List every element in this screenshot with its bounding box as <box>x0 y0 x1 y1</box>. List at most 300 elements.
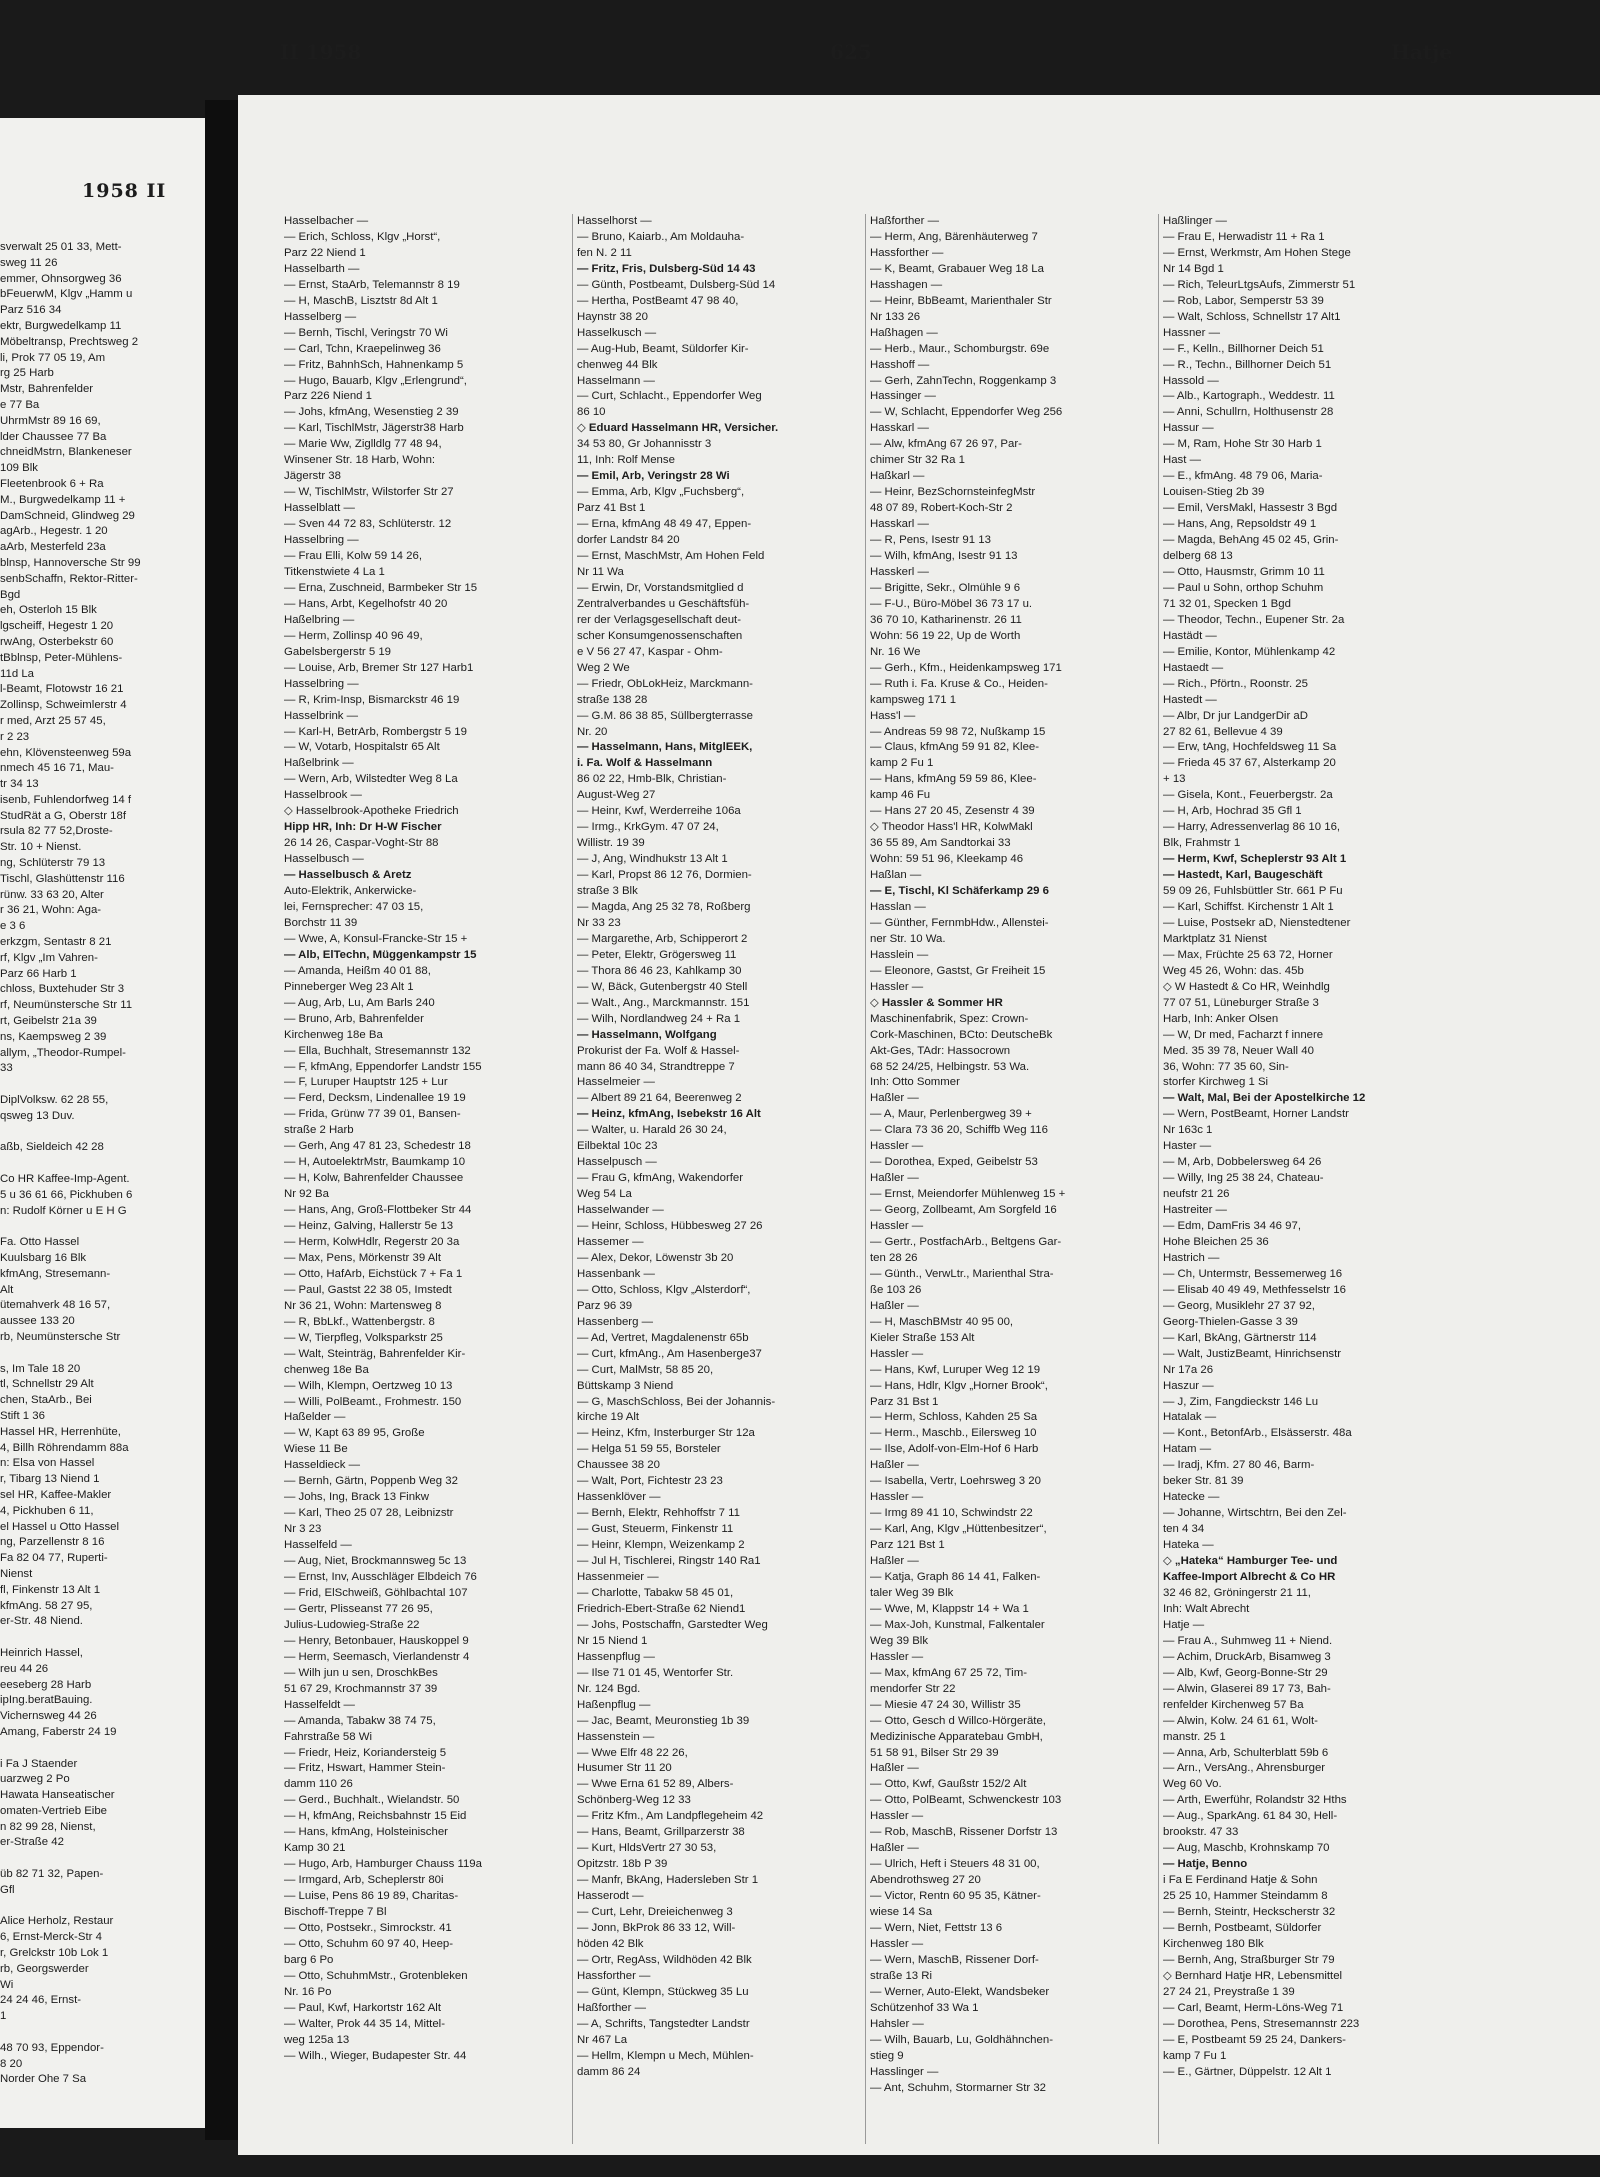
directory-entry: Haßler — <box>870 1555 919 1568</box>
left-page-line: ns, Kaempsweg 2 39 <box>0 1030 107 1043</box>
directory-entry: Nr 11 Wa <box>577 565 624 578</box>
left-page-line: Nienst <box>0 1567 33 1580</box>
directory-entry: Nr 163c 1 <box>1163 1124 1213 1137</box>
directory-entry: — Otto, Hausmstr, Grimm 10 11 <box>1163 565 1325 578</box>
directory-entry: straße 3 Blk <box>577 885 638 898</box>
directory-entry: — Günth., VerwLtr., Marienthal Stra- <box>870 1267 1054 1280</box>
directory-entry: Parz 22 Niend 1 <box>284 246 366 259</box>
left-page-column <box>0 240 200 2088</box>
left-page-line: Fleetenbrook 6 + Ra <box>0 477 104 490</box>
directory-entry: Hatam — <box>1163 1443 1212 1456</box>
left-page-line: 11d La <box>0 667 34 680</box>
left-page-line: Bgd <box>0 588 21 601</box>
directory-entry: — Hans, Hdlr, Klgv „Horner Brook“, <box>870 1379 1048 1392</box>
directory-entry: Hast — <box>1163 454 1201 467</box>
left-page-line: chen, StaArb., Bei <box>0 1394 92 1407</box>
directory-entry: — Willi, PolBeamt., Frohmestr. 150 <box>284 1395 462 1408</box>
left-page-line: Hassel HR, Herrenhüte, <box>0 1425 121 1438</box>
directory-entry: Haßenpflug — <box>577 1698 651 1711</box>
left-page-line: StudRät a G, Oberstr 18f <box>0 809 126 822</box>
left-page-line: rb, Georgswerder <box>0 1962 89 1975</box>
directory-entry: ◇ W Hastedt & Co HR, Weinhdlg <box>1163 980 1330 993</box>
directory-entry: Hastädt — <box>1163 629 1217 642</box>
directory-entry: August-Weg 27 <box>577 789 656 802</box>
directory-entry: — Jul H, Tischlerei, Ringstr 140 Ra1 <box>577 1555 761 1568</box>
directory-entry: Hassur — <box>1163 422 1214 435</box>
directory-entry: — Otto, Gesch d Willco-Hörgeräte, <box>870 1714 1046 1727</box>
directory-entry: Hasselpusch — <box>577 1156 657 1169</box>
directory-entry: Louisen-Stieg 2b 39 <box>1163 486 1265 499</box>
left-page-line: Norder Ohe 7 Sa <box>0 2073 87 2086</box>
left-page-line: Mstr, Bahrenfelder <box>0 383 94 396</box>
directory-entry: — Johs, kfmAng, Wesenstieg 2 39 <box>284 406 459 419</box>
directory-entry: — Hugo, Bauarb, Klgv „Erlengrund“, <box>284 374 467 387</box>
directory-entry: 86 02 22, Hmb-Blk, Christian- <box>577 773 727 786</box>
directory-entry: — Karl, Propst 86 12 76, Dormien- <box>577 869 752 882</box>
left-page-line: rünw. 33 63 20, Alter <box>0 888 104 901</box>
directory-entry: — Peter, Elektr, Grögersweg 11 <box>577 948 737 961</box>
directory-entry: — R., Techn., Billhorner Deich 51 <box>1163 358 1332 371</box>
directory-entry: — Gertr, Plisseanst 77 26 95, <box>284 1602 433 1615</box>
directory-entry: Nr 33 23 <box>577 916 621 929</box>
directory-entry: — Frieda 45 37 67, Alsterkamp 20 <box>1163 757 1336 770</box>
directory-entry: — Magda, BehAng 45 02 45, Grin- <box>1163 534 1339 547</box>
directory-entry: Cork-Maschinen, BCto: DeutscheBk <box>870 1028 1053 1041</box>
directory-column-2 <box>573 214 866 2144</box>
left-page-line: UhrmMstr 89 16 69, <box>0 414 101 427</box>
directory-entry: Hatalak — <box>1163 1411 1217 1424</box>
left-page-line: ipIng.beratBauing. <box>0 1694 93 1707</box>
directory-entry: — Otto, PolBeamt, Schwenckestr 103 <box>870 1794 1062 1807</box>
directory-entry: — Erich, Schloss, Klgv „Horst“, <box>284 230 441 243</box>
left-page-line: nmech 45 16 71, Mau- <box>0 762 114 775</box>
left-page-line <box>0 1219 200 1235</box>
directory-entry: — H, Kolw, Bahrenfelder Chaussee <box>284 1172 464 1185</box>
directory-entry: Hasslein — <box>870 948 929 961</box>
directory-entry: ◇ „Hateka“ Hamburger Tee- und <box>1163 1555 1338 1568</box>
directory-entry: — Herm, Zollinsp 40 96 49, <box>284 629 423 642</box>
directory-entry: — Herm, Ang, Bärenhäuterweg 7 <box>870 230 1038 243</box>
directory-entry: Inh: Walt Abrecht <box>1163 1602 1250 1615</box>
left-page-line: aArb, Mesterfeld 23a <box>0 541 106 554</box>
page-header-edition: II 1958 <box>280 40 362 64</box>
directory-entry: Nr 14 Bgd 1 <box>1163 262 1224 275</box>
directory-entry: chenweg 18e Ba <box>284 1363 369 1376</box>
directory-entry: Gabelsbergerstr 5 19 <box>284 645 392 658</box>
left-page-line: n 82 99 28, Nienst, <box>0 1820 96 1833</box>
directory-entry: — Wilh, kfmAng, Isestr 91 13 <box>870 550 1018 563</box>
directory-entry: ße 103 26 <box>870 1283 922 1296</box>
directory-entry: Hassler — <box>870 1491 924 1504</box>
left-page-line <box>0 1899 200 1915</box>
directory-entry: e V 56 27 47, Kaspar - Ohm- <box>577 645 723 658</box>
directory-entry: Weg 60 Vo. <box>1163 1778 1222 1791</box>
directory-entry: — Hans, kfmAng, Holsteinischer <box>284 1826 448 1839</box>
left-page-line: rt, Geibelstr 21a 39 <box>0 1015 97 1028</box>
directory-entry: — Gerd., Buchhalt., Wielandstr. 50 <box>284 1794 460 1807</box>
directory-entry: — Walt, JustizBeamt, Hinrichsenstr <box>1163 1347 1342 1360</box>
directory-entry: — Frid, ElSchweiß, Göhlbachtal 107 <box>284 1586 468 1599</box>
directory-entry: Hasselbusch — <box>284 853 364 866</box>
directory-entry: 36, Wohn: 77 35 60, Sin- <box>1163 1060 1289 1073</box>
directory-entry: — Anni, Schullrn, Holthusenstr 28 <box>1163 406 1334 419</box>
directory-entry: Abendrothsweg 27 20 <box>870 1874 981 1887</box>
directory-entry: — Theodor, Techn., Eupener Str. 2a <box>1163 613 1345 626</box>
directory-entry: Georg-Thielen-Gasse 3 39 <box>1163 1315 1298 1328</box>
directory-entry: Hateka — <box>1163 1539 1214 1552</box>
directory-entry: Parz 96 39 <box>577 1299 633 1312</box>
directory-entry: — Wern, MaschB, Rissener Dorf- <box>870 1953 1039 1966</box>
directory-entry: Nr. 16 Po <box>284 1985 332 1998</box>
directory-entry: — Hans 27 20 45, Zesenstr 4 39 <box>870 805 1035 818</box>
directory-entry: — Fritz Kfm., Am Landpflegeheim 42 <box>577 1810 764 1823</box>
directory-entry: — Hasselbusch & Aretz <box>284 869 412 882</box>
directory-entry: kampsweg 171 1 <box>870 693 957 706</box>
left-page-line: Kuulsbarg 16 Blk <box>0 1252 87 1264</box>
directory-entry: — Friedr, ObLokHeiz, Marckmann- <box>577 677 753 690</box>
directory-entry: — Karl-H, BetrArb, Rombergstr 5 19 <box>284 725 467 738</box>
left-page-fragment <box>0 118 205 2128</box>
directory-entry: Haßler — <box>870 1459 919 1472</box>
directory-entry: — Wwe, M, Klappstr 14 + Wa 1 <box>870 1602 1029 1615</box>
left-page-line: agArb., Hegestr. 1 20 <box>0 525 108 538</box>
directory-entry: kamp 46 Fu <box>870 789 931 802</box>
left-page-line: fl, Finkenstr 13 Alt 1 <box>0 1583 101 1596</box>
directory-entry: Willistr. 19 39 <box>577 837 645 850</box>
directory-entry: — Otto, Schuhm 60 97 40, Heep- <box>284 1937 454 1950</box>
left-page-line: r, Tibarg 13 Niend 1 <box>0 1473 100 1486</box>
directory-entry: 36 55 89, Am Sandtorkai 33 <box>870 837 1011 850</box>
directory-entry: — A, Schrifts, Tangstedter Landstr <box>577 2017 750 2030</box>
directory-entry: — Carl, Beamt, Herm-Löns-Weg 71 <box>1163 2001 1344 2014</box>
directory-entry: — Max, kfmAng 67 25 72, Tim- <box>870 1666 1027 1679</box>
directory-entry: Hassler — <box>870 980 924 993</box>
left-page-line: sel HR, Kaffee-Makler <box>0 1488 112 1501</box>
left-page-line: aßb, Sieldeich 42 28 <box>0 1141 104 1154</box>
directory-entry: höden 42 Blk <box>577 1937 644 1950</box>
directory-entry: — Dorothea, Exped, Geibelstr 53 <box>870 1156 1038 1169</box>
directory-entry: — Katja, Graph 86 14 41, Falken- <box>870 1571 1041 1584</box>
directory-entry: — Emilie, Kontor, Mühlenkamp 42 <box>1163 645 1336 658</box>
directory-entry: i Fa E Ferdinand Hatje & Sohn <box>1163 1874 1318 1887</box>
directory-entry: — Luise, Pens 86 19 89, Charitas- <box>284 1890 459 1903</box>
directory-entry: — Hastedt, Karl, Baugeschäft <box>1163 869 1323 882</box>
directory-entry: chenweg 44 Blk <box>577 358 658 371</box>
directory-entry: — Rich., Pförtn., Roonstr. 25 <box>1163 677 1308 690</box>
directory-entry: — Hasselmann, Hans, MitglEEK, <box>577 741 753 754</box>
directory-entry: Hasselbrink — <box>284 709 359 722</box>
left-page-line: Fa. Otto Hassel <box>0 1236 80 1249</box>
left-page-line: 33 <box>0 1062 13 1075</box>
directory-entry: — Bernh, Gärtn, Poppenb Weg 32 <box>284 1475 458 1488</box>
directory-entry: + 13 <box>1163 773 1186 786</box>
directory-entry: — Walter, Prok 44 35 14, Mittel- <box>284 2017 446 2030</box>
directory-entry: — Rob, Labor, Semperstr 53 39 <box>1163 294 1324 307</box>
directory-entry: Hatje — <box>1163 1618 1205 1631</box>
directory-entry: — Hans, Beamt, Grillparzerstr 38 <box>577 1826 745 1839</box>
directory-entry: 36 70 10, Katharinenstr. 26 11 <box>870 613 1022 626</box>
directory-entry: — Herm., Maschb., Eilersweg 10 <box>870 1427 1037 1440</box>
directory-entry: ◇ Bernhard Hatje HR, Lebensmittel <box>1163 1969 1343 1982</box>
directory-entry: — Frau G, kfmAng, Wakendorfer <box>577 1172 744 1185</box>
directory-entry: Haßelbring — <box>284 613 355 626</box>
left-page-line: allym, „Theodor-Rumpel- <box>0 1046 126 1059</box>
directory-entry: — Heinz, kfmAng, Isebekstr 16 Alt <box>577 1108 761 1121</box>
directory-entry: Hassforther — <box>577 1969 651 1982</box>
left-page-line: tBblnsp, Peter-Mühlens- <box>0 651 123 664</box>
directory-entry: — Hatje, Benno <box>1163 1858 1248 1871</box>
directory-entry: — Bruno, Arb, Bahrenfelder <box>284 1012 424 1025</box>
directory-entry: — Ilse 71 01 45, Wentorfer Str. <box>577 1666 734 1679</box>
directory-entry: — Heinz, Kfm, Insterburger Str 12a <box>577 1427 755 1440</box>
directory-entry: — Emil, VersMakl, Hassestr 3 Bgd <box>1163 502 1338 515</box>
directory-entry: 48 07 89, Robert-Koch-Str 2 <box>870 502 1013 515</box>
directory-entry: 68 52 24/25, Helbingstr. 53 Wa. <box>870 1060 1030 1073</box>
left-page-line: n: Elsa von Hassel <box>0 1457 95 1470</box>
left-page-line: M., Burgwedelkamp 11 + <box>0 493 126 506</box>
directory-entry: Parz 41 Bst 1 <box>577 502 646 515</box>
left-page-line: 48 70 93, Eppendor- <box>0 2041 104 2054</box>
directory-entry: mendorfer Str 22 <box>870 1682 956 1695</box>
left-page-line: 1 <box>0 2010 7 2023</box>
directory-entry: Inh: Otto Sommer <box>870 1076 960 1089</box>
directory-entry: — W, Schlacht, Eppendorfer Weg 256 <box>870 406 1063 419</box>
left-page-line: reu 44 26 <box>0 1662 49 1675</box>
directory-entry: fen N. 2 11 <box>577 246 632 259</box>
directory-entry: manstr. 25 1 <box>1163 1730 1226 1743</box>
left-page-line: Heinrich Hassel, <box>0 1646 83 1659</box>
directory-entry: 77 07 51, Lüneburger Straße 3 <box>1163 996 1319 1009</box>
directory-entry: Kieler Straße 153 Alt <box>870 1331 975 1344</box>
directory-entry: dorfer Landstr 84 20 <box>577 534 680 547</box>
directory-entry: beker Str. 81 39 <box>1163 1475 1244 1488</box>
directory-entry: — Sven 44 72 83, Schlüterstr. 12 <box>284 518 452 531</box>
directory-entry: — F, Luruper Hauptstr 125 + Lur <box>284 1076 448 1089</box>
directory-entry: — Isabella, Vertr, Loehrsweg 3 20 <box>870 1475 1041 1488</box>
left-page-line: bFeuerwM, Klgv „Hamm u <box>0 288 133 301</box>
directory-entry: taler Weg 39 Blk <box>870 1586 954 1599</box>
directory-entry: — Ortr, RegAss, Wildhöden 42 Blk <box>577 1953 752 1966</box>
directory-entry: — Walt, Steinträg, Bahrenfelder Kir- <box>284 1347 466 1360</box>
directory-entry: Husumer Str 11 20 <box>577 1762 672 1775</box>
directory-entry: — Johanne, Wirtschtrn, Bei den Zel- <box>1163 1507 1347 1520</box>
directory-entry: Kirchenweg 180 Blk <box>1163 1937 1264 1950</box>
directory-entry: — Jac, Beamt, Meuronstieg 1b 39 <box>577 1714 750 1727</box>
left-page-line <box>0 1630 200 1646</box>
directory-entry: Auto-Elektrik, Ankerwicke- <box>284 885 417 898</box>
directory-entry: Haßler — <box>870 1299 919 1312</box>
directory-entry: Hasselberg — <box>284 310 357 323</box>
directory-entry: — M, Arb, Dobbelersweg 64 26 <box>1163 1156 1322 1169</box>
directory-entry: Nr 15 Niend 1 <box>577 1634 648 1647</box>
directory-entry: Hasslan — <box>870 900 926 913</box>
left-page-line: Möbeltransp, Prechtsweg 2 <box>0 335 139 348</box>
directory-entry: — Gerh, Ang 47 81 23, Schedestr 18 <box>284 1140 471 1153</box>
directory-entry: Hass'l — <box>870 709 916 722</box>
directory-entry: Hassler — <box>870 1937 924 1950</box>
directory-entry: — Bernh, Ang, Straßburger Str 79 <box>1163 1953 1335 1966</box>
left-page-line: 24 24 46, Ernst- <box>0 1994 82 2007</box>
left-page-line: 8 20 <box>0 2057 23 2070</box>
left-page-line: Fa 82 04 77, Ruperti- <box>0 1552 108 1565</box>
directory-entry: Friedrich-Ebert-Straße 62 Niend1 <box>577 1602 746 1615</box>
left-page-line: Co HR Kaffee-Imp-Agent. <box>0 1173 130 1186</box>
directory-entry: i. Fa. Wolf & Hasselmann <box>577 757 713 770</box>
directory-entry: Hassenmeier — <box>577 1571 659 1584</box>
directory-entry: — Bernh, Steintr, Heckscherstr 32 <box>1163 1906 1336 1919</box>
directory-entry: — Wwe Erna 61 52 89, Albers- <box>577 1778 734 1791</box>
directory-entry: — Heinr, Kwf, Werderreihe 106a <box>577 805 741 818</box>
directory-entry: Haßler — <box>870 1762 919 1775</box>
directory-entry: — E., kfmAng. 48 79 06, Maria- <box>1163 470 1323 483</box>
page-margin <box>1465 95 1600 2155</box>
directory-entry: — Walt, Mal, Bei der Apostelkirche 12 <box>1163 1092 1366 1105</box>
directory-entry: — Walt., Ang., Marckmannstr. 151 <box>577 996 750 1009</box>
directory-entry: — Aug, Arb, Lu, Am Barls 240 <box>284 996 435 1009</box>
directory-entry: Hasselfeld — <box>284 1539 352 1552</box>
directory-entry: Hassenpflug — <box>577 1650 655 1663</box>
left-page-line: e 3 6 <box>0 920 26 933</box>
directory-entry: Hasselmeier — <box>577 1076 655 1089</box>
directory-entry: — Walter, u. Harald 26 30 24, <box>577 1124 727 1137</box>
directory-entry: — Wern, Niet, Fettstr 13 6 <box>870 1921 1003 1934</box>
directory-entry: rer der Verlagsgesellschaft deut- <box>577 613 741 626</box>
directory-entry: — Andreas 59 98 72, Nußkamp 15 <box>870 725 1046 738</box>
directory-entry: kirche 19 Alt <box>577 1411 640 1424</box>
directory-entry: Haster — <box>1163 1140 1212 1153</box>
left-page-line: chloss, Buxtehuder Str 3 <box>0 983 125 996</box>
directory-entry: — Günth, Postbeamt, Dulsberg-Süd 14 <box>577 278 776 291</box>
left-page-line: eeseberg 28 Harb <box>0 1678 92 1691</box>
directory-entry: — Magda, Ang 25 32 78, Roßberg <box>577 900 751 913</box>
directory-entry: — Karl, Ang, Klgv „Hüttenbesitzer“, <box>870 1523 1047 1536</box>
directory-entry: — Jonn, BkProk 86 33 12, Will- <box>577 1921 736 1934</box>
directory-entry: — H, Arb, Hochrad 35 Gfl 1 <box>1163 805 1302 818</box>
directory-entry: — Albert 89 21 64, Beerenweg 2 <box>577 1092 742 1105</box>
left-page-line: tl, Schnellstr 29 Alt <box>0 1378 94 1391</box>
directory-entry: — J, Ang, Windhukstr 13 Alt 1 <box>577 853 728 866</box>
directory-entry: Weg 39 Blk <box>870 1634 929 1647</box>
directory-entry: — Iradj, Kfm. 27 80 46, Barm- <box>1163 1459 1315 1472</box>
directory-entry: Pinneberger Weg 23 Alt 1 <box>284 980 414 993</box>
left-page-line: e 77 Ba <box>0 398 40 411</box>
directory-entry: — Curt, Schlacht., Eppendorfer Weg <box>577 390 762 403</box>
directory-entry: 34 53 80, Gr Johannisstr 3 <box>577 438 712 451</box>
directory-entry: — Paul, Kwf, Harkortstr 162 Alt <box>284 2001 441 2014</box>
directory-entry: — K, Beamt, Grabauer Weg 18 La <box>870 262 1044 275</box>
directory-entry: Hasselbrook — <box>284 789 362 802</box>
directory-entry: Nr. 16 We <box>870 645 921 658</box>
directory-entry: Akt-Ges, TAdr: Hassocrown <box>870 1044 1011 1057</box>
directory-entry: 27 82 61, Bellevue 4 39 <box>1163 725 1283 738</box>
left-page-line: Stift 1 36 <box>0 1409 45 1422</box>
directory-entry: Blk, Frahmstr 1 <box>1163 837 1241 850</box>
left-page-line <box>0 1156 200 1172</box>
directory-entry: — W, TischlMstr, Wilstorfer Str 27 <box>284 486 454 499</box>
directory-entry: Hassler — <box>870 1810 924 1823</box>
directory-columns <box>280 214 1452 2144</box>
directory-column-1 <box>280 214 573 2144</box>
directory-entry: — Erw, tAng, Hochfeldsweg 11 Sa <box>1163 741 1337 754</box>
directory-entry: — Harry, Adressenverlag 86 10 16, <box>1163 821 1341 834</box>
directory-entry: Hasskarl — <box>870 518 929 531</box>
directory-entry: barg 6 Po <box>284 1953 334 1966</box>
directory-entry: — Ad, Vertret, Magdalenenstr 65b <box>577 1331 749 1344</box>
directory-entry: — Alwin, Glaserei 89 17 73, Bah- <box>1163 1682 1331 1695</box>
directory-entry: — Clara 73 36 20, Schiffb Weg 116 <box>870 1124 1048 1137</box>
directory-entry: Eilbektal 10c 23 <box>577 1140 658 1153</box>
directory-entry: — Max-Joh, Kunstmal, Falkentaler <box>870 1618 1045 1631</box>
directory-entry: — F., Kelln., Billhorner Deich 51 <box>1163 342 1324 355</box>
directory-entry: Prokurist der Fa. Wolf & Hassel- <box>577 1044 740 1057</box>
directory-entry: — Wern, PostBeamt, Horner Landstr <box>1163 1108 1349 1121</box>
directory-entry: — Margarethe, Arb, Schipperort 2 <box>577 932 748 945</box>
left-page-line: blnsp, Hannoversche Str 99 <box>0 556 141 569</box>
directory-entry: — Alb, Kwf, Georg-Bonne-Str 29 <box>1163 1666 1328 1679</box>
directory-entry: ten 28 26 <box>870 1251 918 1264</box>
left-page-line: 109 Blk <box>0 462 38 475</box>
left-page-line: sweg 11 26 <box>0 256 58 269</box>
directory-entry: Schützenhof 33 Wa 1 <box>870 2001 979 2014</box>
directory-entry: — Curt, kfmAng., Am Hasenberge37 <box>577 1347 762 1360</box>
directory-entry: Hasshagen — <box>870 278 943 291</box>
directory-entry: — Gerh, ZahnTechn, Roggenkamp 3 <box>870 374 1057 387</box>
directory-entry: Hahsler — <box>870 2017 924 2030</box>
directory-entry: Hassenberg — <box>577 1315 653 1328</box>
directory-entry: lei, Fernsprecher: 47 03 15, <box>284 900 424 913</box>
directory-entry: Hasselmann — <box>577 374 655 387</box>
directory-entry: — H, MaschBMstr 40 95 00, <box>870 1315 1014 1328</box>
directory-entry: — Ernst, StaArb, Telemannstr 8 19 <box>284 278 460 291</box>
directory-entry: Nr 17a 26 <box>1163 1363 1214 1376</box>
directory-entry: — Otto, Kwf, Gaußstr 152/2 Alt <box>870 1778 1027 1791</box>
left-page-line: sverwalt 25 01 33, Mett- <box>0 241 122 253</box>
directory-entry: — Rob, MaschB, Rissener Dorfstr 13 <box>870 1826 1058 1839</box>
directory-entry: — Aug., SparkAng. 61 84 30, Hell- <box>1163 1810 1338 1823</box>
directory-entry: — W, Votarb, Hospitalstr 65 Alt <box>284 741 440 754</box>
directory-entry: Haßkarl — <box>870 470 925 483</box>
directory-entry: Maschinenfabrik, Spez: Crown- <box>870 1012 1029 1025</box>
left-page-line: 4, Billh Röhrendamm 88a <box>0 1441 129 1454</box>
directory-entry: stieg 9 <box>870 2049 904 2062</box>
directory-entry: Parz 31 Bst 1 <box>870 1395 939 1408</box>
directory-entry: — Hugo, Arb, Hamburger Chauss 119a <box>284 1858 482 1871</box>
directory-entry: Kaffee-Import Albrecht & Co HR <box>1163 1571 1336 1584</box>
page-number: 625 <box>830 40 872 64</box>
directory-entry: — Bruno, Kaiarb., Am Moldauha- <box>577 230 745 243</box>
directory-entry: Hastrich — <box>1163 1251 1220 1264</box>
directory-entry: — Karl, TischlMstr, Jägerstr38 Harb <box>284 422 464 435</box>
directory-entry: — Hans, Arbt, Kegelhofstr 40 20 <box>284 597 448 610</box>
directory-entry: — Otto, Postsekr., Simrockstr. 41 <box>284 1921 452 1934</box>
directory-entry: 11, Inh: Rolf Mense <box>577 454 675 467</box>
left-page-line: s, Im Tale 18 20 <box>0 1362 81 1375</box>
directory-entry: Parz 121 Bst 1 <box>870 1539 945 1552</box>
directory-entry: — G.M. 86 38 85, Süllbergterrasse <box>577 709 754 722</box>
directory-entry: damm 86 24 <box>577 2065 641 2078</box>
directory-entry: Marktplatz 31 Nienst <box>1163 932 1267 945</box>
directory-entry: Haßelder — <box>284 1411 346 1424</box>
left-page-line: isenb, Fuhlendorfweg 14 f <box>0 793 132 806</box>
left-page-line: r, Grelckstr 10b Lok 1 <box>0 1947 109 1960</box>
directory-entry: Hasseldieck — <box>284 1459 360 1472</box>
directory-entry: — Alw, kfmAng 67 26 97, Par- <box>870 438 1022 451</box>
directory-entry: — Georg, Zollbeamt, Am Sorgfeld 16 <box>870 1204 1057 1217</box>
left-page-line: chneidMstrn, Blankeneser <box>0 446 132 459</box>
directory-entry: Hasselbring — <box>284 677 359 690</box>
directory-entry: Hassenstein — <box>577 1730 655 1743</box>
directory-entry: — E., Gärtner, Düppelstr. 12 Alt 1 <box>1163 2065 1332 2078</box>
